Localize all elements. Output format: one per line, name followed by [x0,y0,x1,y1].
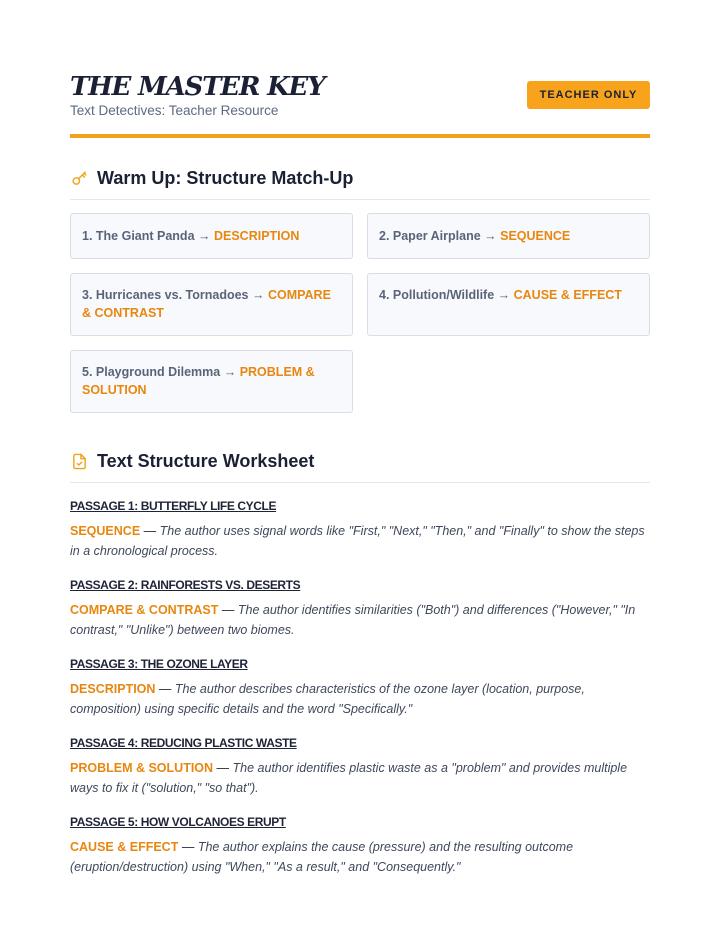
key-icon [71,170,89,188]
passage-answer [70,837,650,877]
match-up-grid [70,213,650,413]
passage-item [70,497,650,561]
em-dash: — [221,603,235,617]
structure-explanation: The author describes characteristics of the ozone layer (location, purpose, composition) using specific details and the word "Specifically." [70,682,585,716]
structure-label: COMPARE & CONTRAST [70,603,219,617]
worksheet-section [70,441,650,877]
match-up-label: 2. Paper Airplane → [379,229,501,243]
match-up-answer: DESCRIPTION [213,229,300,243]
structure-label: DESCRIPTION [70,682,156,696]
passage-answer [70,600,650,640]
page-title: THE MASTER KEY [70,72,325,102]
structure-explanation: The author uses signal words like "First," "Next," "Then," and "Finally" to show the steps in a chronological process. [70,524,645,558]
structure-label: PROBLEM & SOLUTION [70,761,214,775]
structure-explanation: The author identifies plastic waste as a "problem" and provides multiple ways to fix it ("solution," "so that"). [70,761,628,795]
passage-list [70,497,650,877]
passage-title: PASSAGE 1: BUTTERFLY LIFE CYCLE [70,499,277,513]
structure-label: CAUSE & EFFECT [70,840,179,854]
document-check-icon [71,453,89,471]
passage-item [70,734,650,798]
em-dash: — [143,524,157,538]
passage-item [70,813,650,877]
passage-title: PASSAGE 4: REDUCING PLASTIC WASTE [70,736,297,750]
passage-answer [70,679,650,719]
match-up-card [70,213,353,259]
match-up-card [70,350,353,413]
worksheet-title: Text Structure Worksheet [97,451,315,471]
warm-up-header [70,158,650,200]
passage-title: PASSAGE 2: RAINFORESTS VS. DESERTS [70,578,301,592]
warm-up-title: Warm Up: Structure Match-Up [97,168,354,188]
match-up-answer: CAUSE & EFFECT [513,288,622,302]
page-header [70,0,650,138]
passage-item [70,576,650,640]
warm-up-section [70,158,650,413]
structure-explanation: The author identifies similarities ("Both") and differences ("However," "In contrast," "Unlike") between two biomes. [70,603,636,637]
match-up-label: 1. The Giant Panda → [82,229,214,243]
em-dash: — [216,761,230,775]
match-up-answer: SEQUENCE [500,229,571,243]
worksheet-header [70,441,650,483]
passage-item [70,655,650,719]
passage-title: PASSAGE 5: HOW VOLCANOES ERUPT [70,815,286,829]
match-up-answer: COMPARE & CONTRAST [82,288,331,320]
match-up-card [367,273,650,336]
match-up-card [70,273,353,336]
teacher-only-badge: TEACHER ONLY [527,81,650,109]
em-dash: — [181,840,195,854]
passage-answer [70,758,650,798]
structure-label: SEQUENCE [70,524,141,538]
match-up-label: 4. Pollution/Wildlife → [379,288,514,302]
match-up-label: 5. Playground Dilemma → [82,365,240,379]
match-up-label: 3. Hurricanes vs. Tornadoes → [82,288,268,302]
match-up-card [367,213,650,259]
structure-explanation: The author explains the cause (pressure) and the resulting outcome (eruption/destruction) using "When," "As a result," and "Consequently." [70,840,574,874]
em-dash: — [158,682,172,696]
passage-answer [70,521,650,561]
page-subtitle: Text Detectives: Teacher Resource [70,103,279,118]
match-up-answer: PROBLEM & SOLUTION [82,365,315,397]
passage-title: PASSAGE 3: THE OZONE LAYER [70,657,248,671]
